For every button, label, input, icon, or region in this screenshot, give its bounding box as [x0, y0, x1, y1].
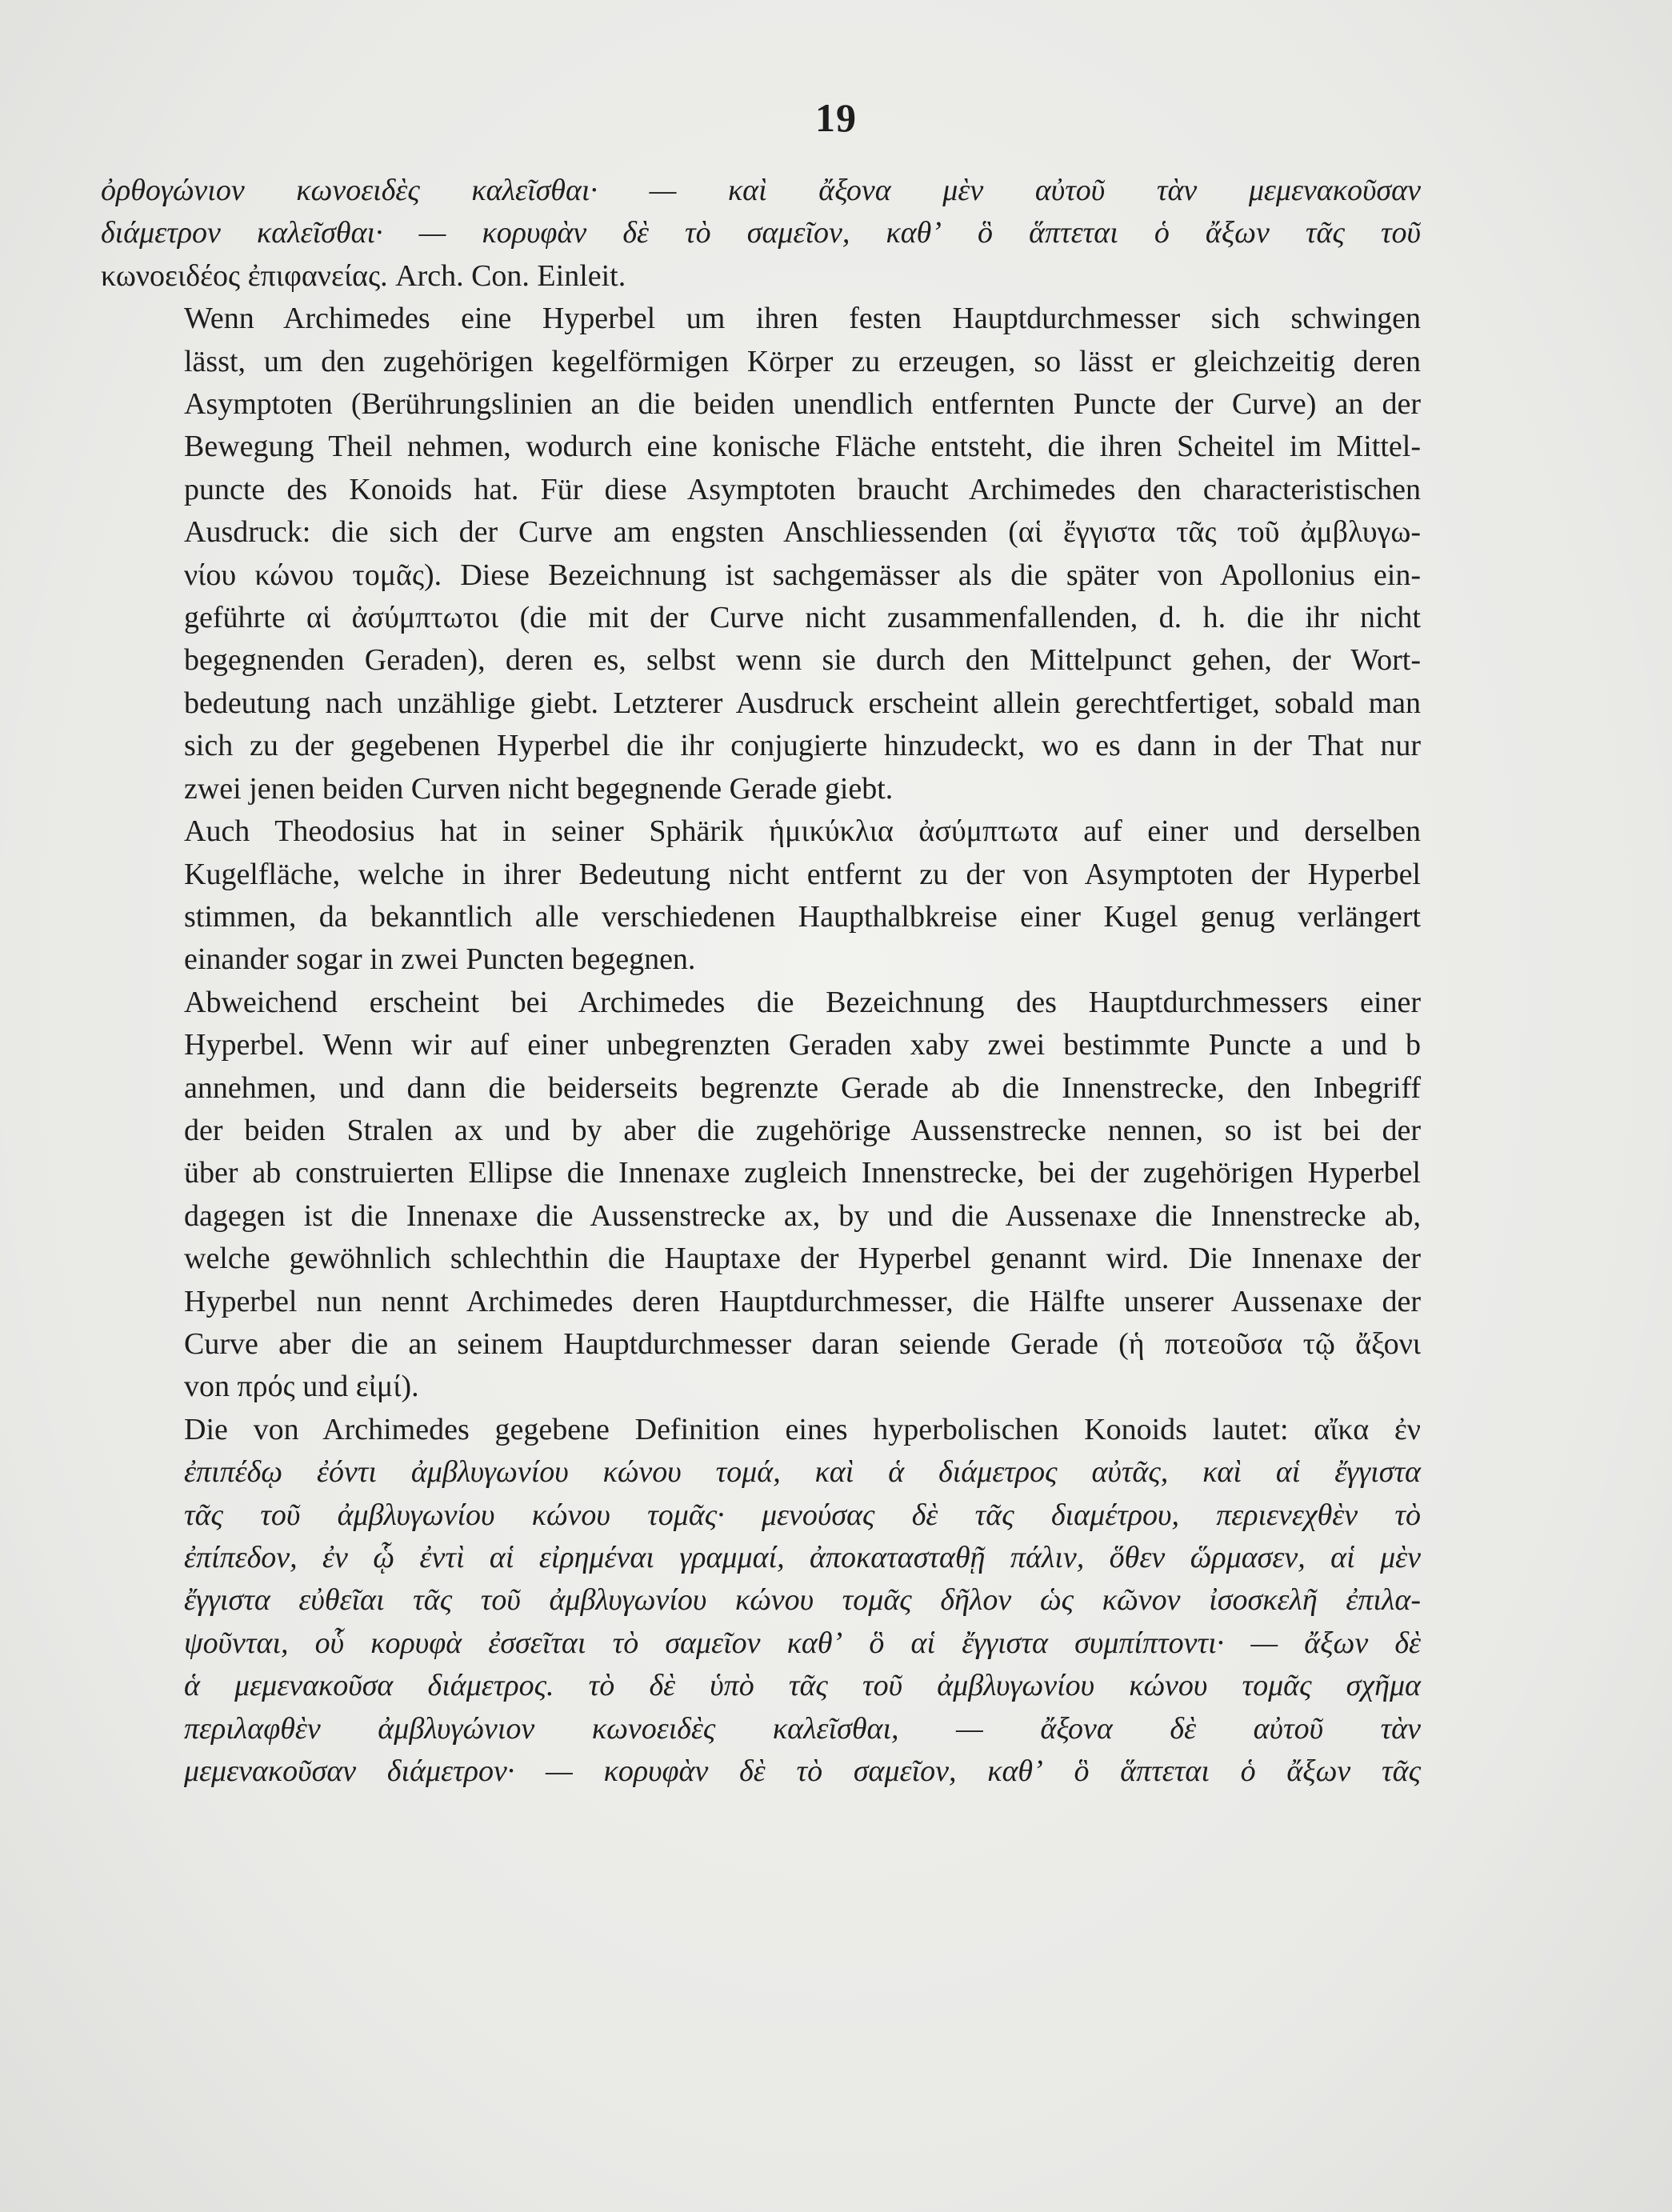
text-line: Asymptoten (Berührungslinien an die beiden unendlich entfernten Puncte der Curve) an der: [184, 387, 1421, 422]
text-line: Hyperbel nun nennt Archimedes deren Hauptdurchmesser, die Hälfte unserer Aussenaxe der: [184, 1284, 1421, 1318]
text-line: von πρός und εἰμί).: [184, 1370, 419, 1404]
text-line: Kugelfläche, welche in ihrer Bedeutung nicht entfernt zu der von Asymptoten der Hyperbel: [184, 857, 1421, 891]
text-line: Wenn Archimedes eine Hyperbel um ihren festen Hauptdurchmesser sich schwingen: [184, 302, 1421, 336]
paragraph: [101, 170, 1421, 298]
text-line: νίου κώνου τομᾶς). Diese Bezeichnung ist sachgemässer als die später von Apollonius ein-: [184, 558, 1421, 592]
paragraph: [101, 298, 1421, 810]
text-line: puncte des Konoids hat. Für diese Asymptoten braucht Archimedes den characteristischen: [184, 472, 1421, 506]
paragraph: [101, 982, 1421, 1409]
page-number: 19: [815, 95, 857, 140]
text-line: Ausdruck: die sich der Curve am engsten Anschliessenden (αἱ ἔγγιστα τᾶς τοῦ ἀμβλυγω-: [184, 515, 1421, 550]
text-line: διάμετρον καλεῖσθαι· — κορυφὰν δὲ τὸ σαμεῖον, καθʼ ὃ ἅπτεται ὁ ἄξων τᾶς τοῦ: [101, 216, 1421, 250]
text-line: der beiden Stralen ax und by aber die zugehörige Aussenstrecke nennen, so ist bei der: [184, 1113, 1421, 1147]
text-line: begegnenden Geraden), deren es, selbst wenn sie durch den Mittelpunct gehen, der Wort-: [184, 643, 1421, 678]
text-line: bedeutung nach unzählige giebt. Letzterer Ausdruck erscheint allein gerechtfertiget, sobald man: [184, 686, 1421, 720]
text-line: geführte αἱ ἀσύμπτωτοι (die mit der Curve nicht zusammenfallenden, d. h. die ihr nicht: [184, 601, 1421, 635]
text-line: τᾶς τοῦ ἀμβλυγωνίου κώνου τομᾶς· μενούσας δὲ τᾶς διαμέτρου, περιενεχθὲν τὸ: [184, 1498, 1421, 1532]
text-line: stimmen, da bekanntlich alle verschiedenen Haupthalbkreise einer Kugel genug verlängert: [184, 899, 1421, 934]
body-text: [101, 170, 1421, 1793]
text-line: ἐπίπεδον, ἐν ᾧ ἐντὶ αἱ εἰρημέναι γραμμαί, ἀποκατασταθῇ πάλιν, ὅθεν ὥρμασεν, αἱ μὲν: [184, 1541, 1421, 1574]
text-line: περιλαφθὲν ἀμβλυγώνιον κωνοειδὲς καλεῖσθαι, — ἄξονα δὲ αὐτοῦ τὰν: [184, 1711, 1421, 1746]
text-line: ἐπιπέδῳ ἐόντι ἀμβλυγωνίου κώνου τομά, καὶ ἁ διάμετρος αὐτᾶς, καὶ αἱ ἔγγιστα: [184, 1455, 1421, 1490]
text-line: ἁ μεμενακοῦσα διάμετρος. τὸ δὲ ὑπὸ τᾶς τοῦ ἀμβλυγωνίου κώνου τομᾶς σχῆμα: [184, 1669, 1421, 1703]
paragraph: [101, 810, 1421, 982]
text-line: über ab construierten Ellipse die Innenaxe zugleich Innenstrecke, bei der zugehörigen Hyperbel: [184, 1156, 1421, 1190]
text-line: Abweichend erscheint bei Archimedes die Bezeichnung des Hauptdurchmessers einer: [184, 985, 1421, 1019]
text-line: ὀρθογώνιον κωνοειδὲς καλεῖσθαι· — καὶ ἄξονα μὲν αὐτοῦ τὰν μεμενακοῦσαν: [101, 174, 1421, 207]
text-line: welche gewöhnlich schlechthin die Hauptaxe der Hyperbel genannt wird. Die Innenaxe der: [184, 1242, 1421, 1276]
text-line: zwei jenen beiden Curven nicht begegnende Gerade giebt.: [184, 771, 894, 806]
text-line: lässt, um den zugehörigen kegelförmigen Körper zu erzeugen, so lässt er gleichzeitig deren: [184, 344, 1421, 378]
text-line: Hyperbel. Wenn wir auf einer unbegrenzten Geraden xaby zwei bestimmte Puncte a und b: [184, 1028, 1421, 1062]
text-line: Die von Archimedes gegebene Definition eines hyperbolischen Konoids lautet: αἴκα ἐν: [184, 1412, 1421, 1446]
text-line: Curve aber die an seinem Hauptdurchmesser daran seiende Gerade (ἡ ποτεοῦσα τῷ ἄξονι: [184, 1326, 1421, 1361]
text-line: Bewegung Theil nehmen, wodurch eine konische Fläche entsteht, die ihren Scheitel im Mittel-: [184, 430, 1421, 464]
text-line: annehmen, und dann die beiderseits begrenzte Gerade ab die Innenstrecke, den Inbegriff: [184, 1070, 1421, 1105]
text-line: κωνοειδέος ἐπιφανείας. Arch. Con. Einleit.: [101, 258, 626, 293]
paragraph: [101, 1409, 1421, 1794]
text-line: dagegen ist die Innenaxe die Aussenstrecke ax, by und die Aussenaxe die Innenstrecke ab,: [184, 1198, 1421, 1233]
text-line: ἔγγιστα εὐθεῖαι τᾶς τοῦ ἀμβλυγωνίου κώνου τομᾶς δῆλον ὡς κῶνον ἰσοσκελῆ ἐπιλα-: [184, 1583, 1421, 1618]
text-line: μεμενακοῦσαν διάμετρον· — κορυφὰν δὲ τὸ σαμεῖον, καθʼ ὃ ἅπτεται ὁ ἄξων τᾶς: [184, 1754, 1421, 1789]
text-line: ψοῦνται, οὗ κορυφὰ ἐσσεῖται τὸ σαμεῖον καθʼ ὃ αἱ ἔγγιστα συμπίπτοντι· — ἄξων δὲ: [184, 1626, 1421, 1660]
text-line: einander sogar in zwei Puncten begegnen.: [184, 942, 696, 977]
text-line: Auch Theodosius hat in seiner Sphärik ἡμικύκλια ἀσύμπτωτα auf einer und derselben: [184, 814, 1421, 849]
text-line: sich zu der gegebenen Hyperbel die ihr conjugierte hinzudeckt, wo es dann in der That nur: [184, 729, 1421, 763]
